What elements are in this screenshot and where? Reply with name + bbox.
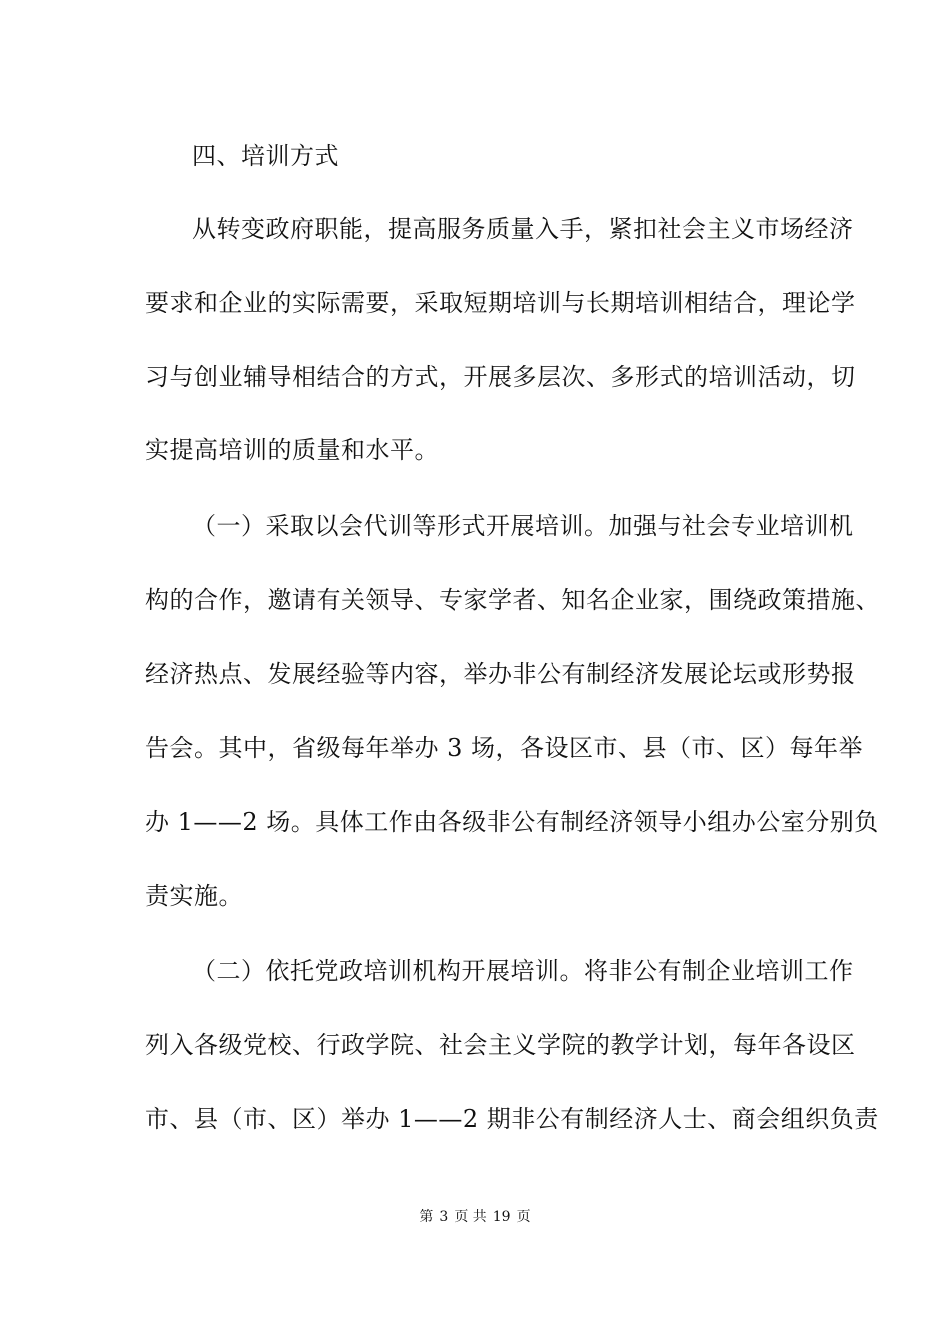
paragraph-2-line-5: 办 1——2 场。具体工作由各级非公有制经济领导小组办公室分别负 [145, 808, 879, 836]
page-footer [0, 1208, 950, 1226]
footer-prefix: 第 [419, 1209, 434, 1225]
paragraph-1-line-2: 要求和企业的实际需要，采取短期培训与长期培训相结合，理论学 [145, 289, 856, 317]
paragraph-3-line-1: （二）依托党政培训机构开展培训。将非公有制企业培训工作 [192, 957, 854, 985]
paragraph-2-line-6: 责实施。 [145, 882, 243, 910]
paragraph-2-line-2: 构的合作，邀请有关领导、专家学者、知名企业家，围绕政策措施、 [145, 586, 880, 614]
footer-total-pages: 19 [492, 1209, 511, 1225]
paragraph-1-line-4: 实提高培训的质量和水平。 [145, 436, 439, 464]
paragraph-2-line-3: 经济热点、发展经验等内容，举办非公有制经济发展论坛或形势报 [145, 660, 856, 688]
paragraph-2-line-1: （一）采取以会代训等形式开展培训。加强与社会专业培训机 [192, 512, 854, 540]
section-heading: 四、培训方式 [192, 142, 339, 170]
paragraph-3-line-2: 列入各级党校、行政学院、社会主义学院的教学计划，每年各设区 [145, 1031, 856, 1059]
paragraph-1-line-1: 从转变政府职能，提高服务质量入手，紧扣社会主义市场经济 [192, 215, 854, 243]
footer-current-page: 3 [439, 1209, 449, 1225]
paragraph-2-line-4: 告会。其中，省级每年举办 3 场，各设区市、县（市、区）每年举 [145, 734, 864, 762]
footer-suffix: 页 [516, 1209, 531, 1225]
paragraph-1-line-3: 习与创业辅导相结合的方式，开展多层次、多形式的培训活动，切 [145, 363, 856, 391]
paragraph-3-line-3: 市、县（市、区）举办 1——2 期非公有制经济人士、商会组织负责 [145, 1105, 879, 1133]
footer-mid: 页 共 [454, 1209, 487, 1225]
